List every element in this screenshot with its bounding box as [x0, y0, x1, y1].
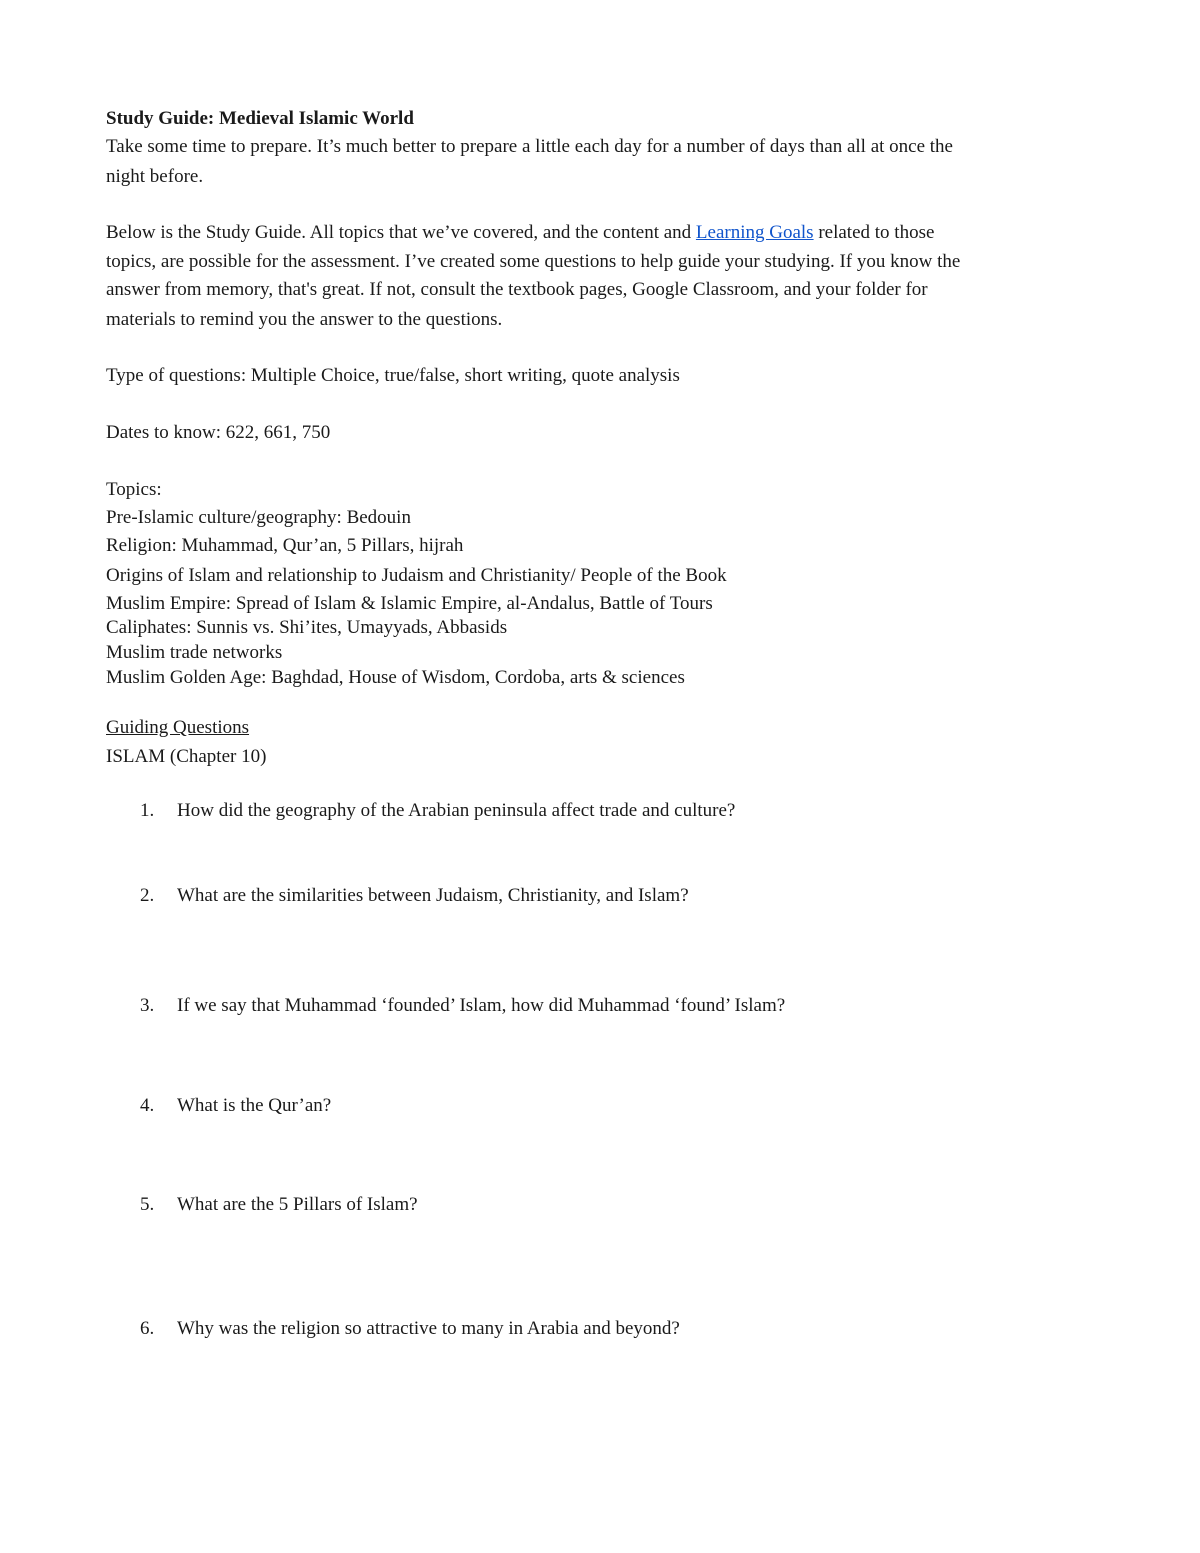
intro-line-1: Take some time to prepare. It’s much better to prepare a little each day for a number of days than all at once the [106, 136, 953, 157]
topic-item: Muslim trade networks [106, 642, 283, 663]
topic-item: Religion: Muhammad, Qur’an, 5 Pillars, hijrah [106, 535, 464, 556]
question-number: 4. [140, 1095, 155, 1116]
topic-item: Pre-Islamic culture/geography: Bedouin [106, 507, 411, 528]
study-guide-line-1 [106, 219, 934, 247]
question-types: Type of questions: Multiple Choice, true/false, short writing, quote analysis [106, 365, 680, 386]
question-number: 1. [140, 800, 155, 821]
section-heading: ISLAM (Chapter 10) [106, 746, 267, 767]
question-text: What are the 5 Pillars of Islam? [177, 1194, 418, 1215]
study-guide-line-2: topics, are possible for the assessment. I’ve created some questions to help guide your studying. If you know the [106, 251, 961, 272]
question-text: What are the similarities between Judaism, Christianity, and Islam? [177, 885, 689, 906]
question-number: 3. [140, 995, 155, 1016]
question-text: What is the Qur’an? [177, 1095, 332, 1116]
topic-item: Caliphates: Sunnis vs. Shi’ites, Umayyads, Abbasids [106, 617, 508, 638]
topic-item: Muslim Empire: Spread of Islam & Islamic Empire, al-Andalus, Battle of Tours [106, 593, 713, 614]
topic-item: Origins of Islam and relationship to Judaism and Christianity/ People of the Book [106, 565, 727, 586]
guiding-questions-heading: Guiding Questions [106, 717, 250, 738]
document-title: Study Guide: Medieval Islamic World [106, 108, 414, 129]
question-number: 2. [140, 885, 155, 906]
question-text: If we say that Muhammad ‘founded’ Islam, how did Muhammad ‘found’ Islam? [177, 995, 786, 1016]
question-text: Why was the religion so attractive to many in Arabia and beyond? [177, 1318, 680, 1339]
study-guide-text: Below is the Study Guide. All topics that we’ve covered, and the content and [106, 222, 696, 243]
intro-line-2: night before. [106, 166, 204, 187]
learning-goals-link[interactable]: Learning Goals [695, 222, 814, 243]
study-guide-line-3: answer from memory, that's great. If not, consult the textbook pages, Google Classroom, and your folder for [106, 279, 928, 300]
topics-heading: Topics: [106, 479, 162, 500]
question-number: 5. [140, 1194, 155, 1215]
study-guide-text-after-link: related to those [813, 222, 935, 243]
question-text: How did the geography of the Arabian peninsula affect trade and culture? [177, 800, 736, 821]
study-guide-line-4: materials to remind you the answer to the questions. [106, 309, 503, 330]
dates-to-know: Dates to know: 622, 661, 750 [106, 422, 331, 443]
topic-item: Muslim Golden Age: Baghdad, House of Wisdom, Cordoba, arts & sciences [106, 667, 685, 688]
question-number: 6. [140, 1318, 155, 1339]
